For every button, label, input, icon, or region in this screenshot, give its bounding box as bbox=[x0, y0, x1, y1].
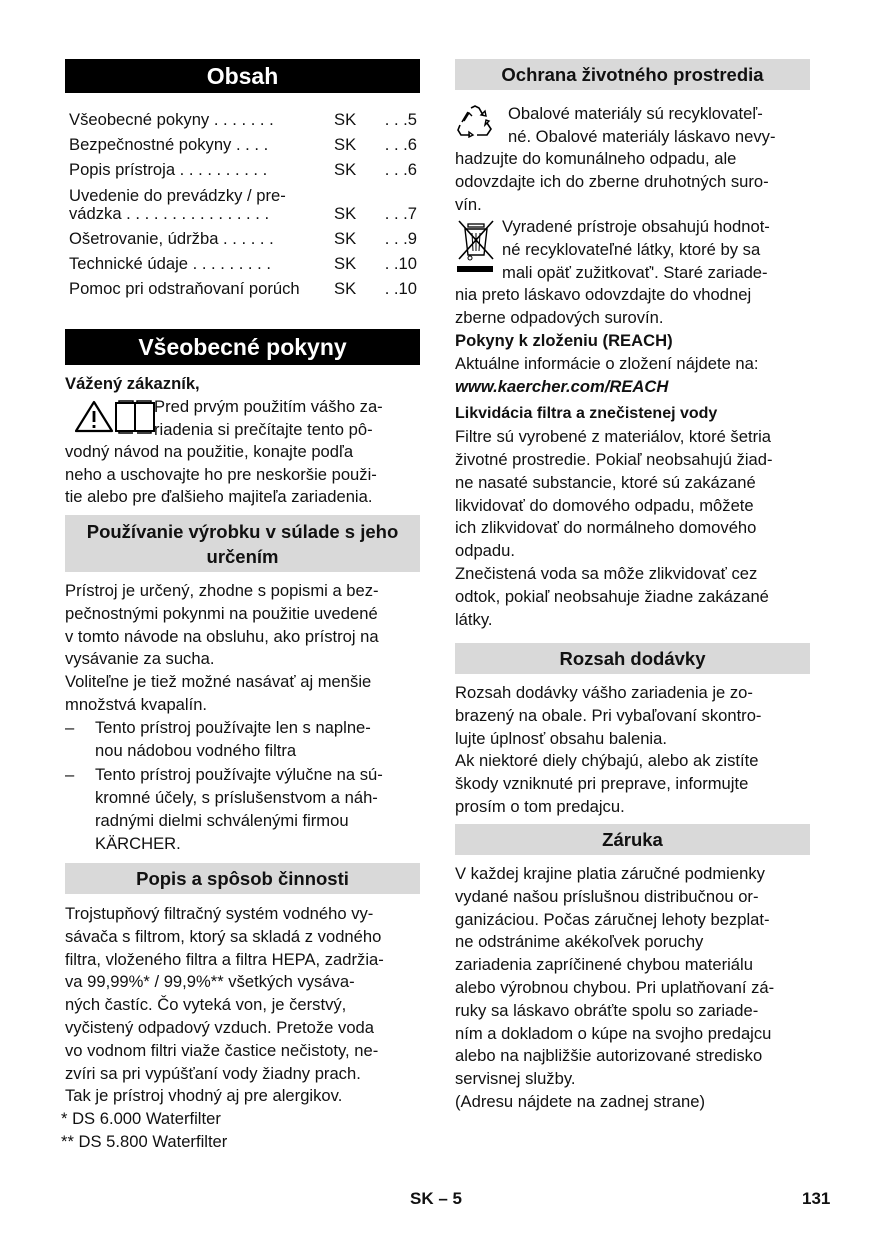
toc-page: . .10 bbox=[384, 279, 417, 298]
function-text-line: va 99,99%* / 99,9%** všetkých vysáva- bbox=[65, 972, 355, 992]
disposal-text-line: likvidovať do domového odpadu, môžete bbox=[455, 495, 754, 515]
toc-lang: SK bbox=[334, 204, 357, 223]
footnote: ** DS 5.800 Waterfilter bbox=[61, 1131, 228, 1151]
table-of-contents bbox=[65, 109, 420, 309]
dash-bullet: – bbox=[65, 765, 75, 785]
disposal-text-line: ne nasaté substancie, ktoré sú zakázané bbox=[455, 472, 756, 492]
warranty-text-line: ne odstránime akékoľvek poruchy bbox=[455, 932, 704, 952]
disposal-text-line: ich zlikvidovať do normálneho domového bbox=[455, 518, 757, 538]
recycle-text-line: Obalové materiály sú recyklovateľ- bbox=[508, 104, 763, 123]
general-text-line: neho a uschovajte ho pre neskoršie použi- bbox=[65, 464, 377, 484]
toc-lang: SK bbox=[334, 254, 357, 273]
list-item-line: nou nádobou vodného filtra bbox=[95, 740, 297, 760]
environment-header: Ochrana životného prostredia bbox=[455, 59, 810, 90]
intended-use-section bbox=[65, 580, 425, 856]
list-item bbox=[65, 717, 425, 763]
function-text-line: Tak je prístroj vhodný aj pre alergikov. bbox=[65, 1086, 343, 1106]
intended-text-line: Prístroj je určený, zhodne s popismi a bez- bbox=[65, 581, 379, 600]
toc-page: . . .6 bbox=[384, 160, 417, 179]
warning-manual-icon bbox=[75, 400, 157, 441]
toc-entry bbox=[69, 203, 417, 227]
toc-entry bbox=[69, 253, 417, 277]
toc-title: Všeobecné pokyny . . . . . . . bbox=[69, 110, 274, 129]
scope-section bbox=[455, 682, 815, 819]
list-item bbox=[65, 764, 425, 855]
list-item-line: Tento prístroj používajte výlučne na sú- bbox=[95, 765, 383, 785]
general-text-line: tie alebo pre ďalšieho majiteľa zariadenia. bbox=[65, 487, 373, 507]
recycle-text-line: hadzujte do komunálneho odpadu, ale bbox=[455, 149, 737, 168]
disposal-text-line: odtok, pokiaľ neobsahuje žiadne zakázané bbox=[455, 586, 769, 606]
toc-title: Bezpečnostné pokyny . . . . bbox=[69, 135, 269, 154]
scope-text-line: brazený na obale. Pri vybaľovaní skontro- bbox=[455, 705, 762, 725]
toc-lang: SK bbox=[334, 160, 357, 179]
disposal-text-line: odpadu. bbox=[455, 541, 515, 561]
toc-entry bbox=[69, 228, 417, 252]
function-section bbox=[61, 903, 425, 1154]
dash-bullet: – bbox=[65, 717, 75, 737]
greeting: Vážený zákazník, bbox=[65, 374, 200, 393]
function-text-line: vo vodnom filtri viaže častice nečistoty, ne- bbox=[65, 1040, 379, 1060]
warranty-text-line: vydané našou príslušnou distribučnou or- bbox=[455, 886, 759, 906]
crossed-bin-icon bbox=[456, 218, 496, 285]
toc-title: Ošetrovanie, údržba . . . . . . bbox=[69, 229, 274, 248]
recycling-icon bbox=[456, 104, 494, 145]
warranty-text-line: ruky sa láskavo obráťte spolu so zariade- bbox=[455, 1000, 759, 1020]
toc-title: Pomoc pri odstraňovaní porúch bbox=[69, 279, 300, 298]
function-text-line: zvíri sa pri vypúšťaní vody žiadny prach. bbox=[65, 1063, 361, 1083]
function-text-line: filtra, vloženého filtra a filtra HEPA, zadržia- bbox=[65, 949, 384, 969]
toc-page: . .10 bbox=[384, 254, 417, 273]
toc-title: vádzka . . . . . . . . . . . . . . . . bbox=[69, 204, 270, 223]
toc-page: . . .5 bbox=[384, 110, 417, 129]
warranty-text-line: V každej krajine platia záručné podmienky bbox=[455, 864, 765, 883]
footnote: * DS 6.000 Waterfilter bbox=[61, 1109, 221, 1129]
scope-header: Rozsah dodávky bbox=[455, 643, 810, 674]
warranty-text-line: zariadenia zapríčinené chybou materiálu bbox=[455, 955, 753, 975]
toc-title-line1: Uvedenie do prevádzky / pre- bbox=[69, 186, 286, 205]
toc-page: . . .7 bbox=[384, 204, 417, 223]
reach-url[interactable]: www.kaercher.com/REACH bbox=[455, 376, 669, 396]
toc-page: . . .6 bbox=[384, 135, 417, 154]
function-text-line: sávača s filtrom, ktorý sa skladá z vodného bbox=[65, 926, 382, 946]
reach-text: Aktuálne informácie o zložení nájdete na: bbox=[455, 353, 759, 373]
toc-lang: SK bbox=[334, 110, 357, 129]
general-header: Všeobecné pokyny bbox=[65, 329, 420, 365]
intended-text-line: pečnostnými pokynmi na použitie uvedené bbox=[65, 603, 378, 623]
warranty-text-line: ganizáciou. Počas záručnej lehoty bezplat- bbox=[455, 909, 770, 929]
toc-title: Popis prístroja . . . . . . . . . . bbox=[69, 160, 268, 179]
recycle-text-line: odovzdajte ich do zberne druhotných suro- bbox=[455, 171, 769, 191]
footer-page-number: 131 bbox=[802, 1189, 831, 1208]
warranty-header: Záruka bbox=[455, 824, 810, 855]
weee-text-line: zberne odpadových surovín. bbox=[455, 308, 664, 328]
general-text-line: riadenia si prečítajte tento pô- bbox=[154, 419, 373, 439]
scope-text-line: prosím o tom predajcu. bbox=[455, 796, 625, 816]
toc-entry bbox=[69, 109, 417, 133]
toc-lang: SK bbox=[334, 135, 357, 154]
intended-text-line: Voliteľne je tiež možné nasávať aj menšie bbox=[65, 672, 372, 692]
toc-title: Technické údaje . . . . . . . . . bbox=[69, 254, 271, 273]
scope-text-line: lujte úplnosť obsahu balenia. bbox=[455, 728, 667, 748]
recycle-text-line: vín. bbox=[455, 194, 482, 214]
weee-text-line: né recyklovateľné látky, ktoré by sa bbox=[502, 240, 761, 260]
disposal-text-line: Znečistená voda sa môže zlikvidovať cez bbox=[455, 563, 758, 583]
disposal-text-line: látky. bbox=[455, 609, 493, 629]
toc-page: . . .9 bbox=[384, 229, 417, 248]
general-section bbox=[65, 373, 425, 509]
function-text-line: ných častíc. Čo vyteká von, je čerstvý, bbox=[65, 995, 347, 1015]
intended-text-line: v tomto návode na obsluhu, ako prístroj na bbox=[65, 626, 379, 646]
list-item-line: KÄRCHER. bbox=[95, 833, 181, 853]
toc-entry bbox=[69, 134, 417, 158]
disposal-text-line: Filtre sú vyrobené z materiálov, ktoré šetria bbox=[455, 427, 772, 447]
weee-text-line: nia preto láskavo odovzdajte do vhodnej bbox=[455, 285, 752, 305]
intended-use-title-line: určením bbox=[206, 546, 279, 567]
weee-text-line: mali opäť zužitkovať'. Staré zariade- bbox=[502, 262, 768, 282]
intended-use-title-line: Používanie výrobku v súlade s jeho bbox=[86, 521, 399, 542]
function-text-line: Trojstupňový filtračný systém vodného vy- bbox=[65, 904, 374, 923]
scope-text-line: Rozsah dodávky vášho zariadenia je zo- bbox=[455, 683, 753, 702]
list-item-line: Tento prístroj používajte len s naplne- bbox=[95, 717, 371, 737]
disposal-title: Likvidácia filtra a znečistenej vody bbox=[455, 405, 718, 423]
general-text-line: vodný návod na použitie, konajte podľa bbox=[65, 441, 354, 461]
disposal-text-line: životné prostredie. Pokiaľ neobsahujú žiad- bbox=[455, 449, 773, 469]
weee-text-line: Vyradené prístroje obsahujú hodnot- bbox=[502, 217, 770, 237]
toc-entry bbox=[69, 278, 417, 302]
warranty-text-line: (Adresu nájdete na zadnej strane) bbox=[455, 1091, 705, 1111]
scope-text-line: škody vzniknuté pri preprave, informujte bbox=[455, 774, 749, 794]
warranty-section bbox=[455, 863, 815, 1114]
toc-lang: SK bbox=[334, 279, 357, 298]
warranty-text-line: ním a dokladom o kúpe na svojho predajcu bbox=[455, 1023, 772, 1043]
warranty-text-line: servisnej služby. bbox=[455, 1069, 576, 1089]
footer-section-label: SK – 5 bbox=[410, 1189, 462, 1208]
intended-text-line: vysávanie za sucha. bbox=[65, 649, 215, 669]
function-header: Popis a spôsob činnosti bbox=[65, 863, 420, 894]
general-text-line: Pred prvým použitím vášho za- bbox=[154, 396, 383, 416]
intended-text-line: množstvá kvapalín. bbox=[65, 694, 208, 714]
toc-lang: SK bbox=[334, 229, 357, 248]
intended-use-header bbox=[65, 515, 420, 572]
recycle-text-line: né. Obalové materiály láskavo nevy- bbox=[508, 126, 776, 146]
environment-section bbox=[455, 103, 815, 631]
function-text-line: vyčistený odpadový vzduch. Pretože voda bbox=[65, 1017, 375, 1037]
reach-title: Pokyny k zloženiu (REACH) bbox=[455, 330, 673, 350]
warranty-text-line: alebo výrobnou chybou. Pri uplatňovaní zá- bbox=[455, 977, 775, 997]
list-item-line: kromné účely, s príslušenstvom a náh- bbox=[95, 788, 378, 808]
toc-entry bbox=[69, 159, 417, 183]
warranty-text-line: alebo na najbližšie autorizované stredisko bbox=[455, 1046, 763, 1066]
obsah-header: Obsah bbox=[65, 59, 420, 93]
scope-text-line: Ak niektoré diely chýbajú, alebo ak zistíte bbox=[455, 751, 759, 771]
list-item-line: radnými dielmi schválenými firmou bbox=[95, 810, 349, 830]
